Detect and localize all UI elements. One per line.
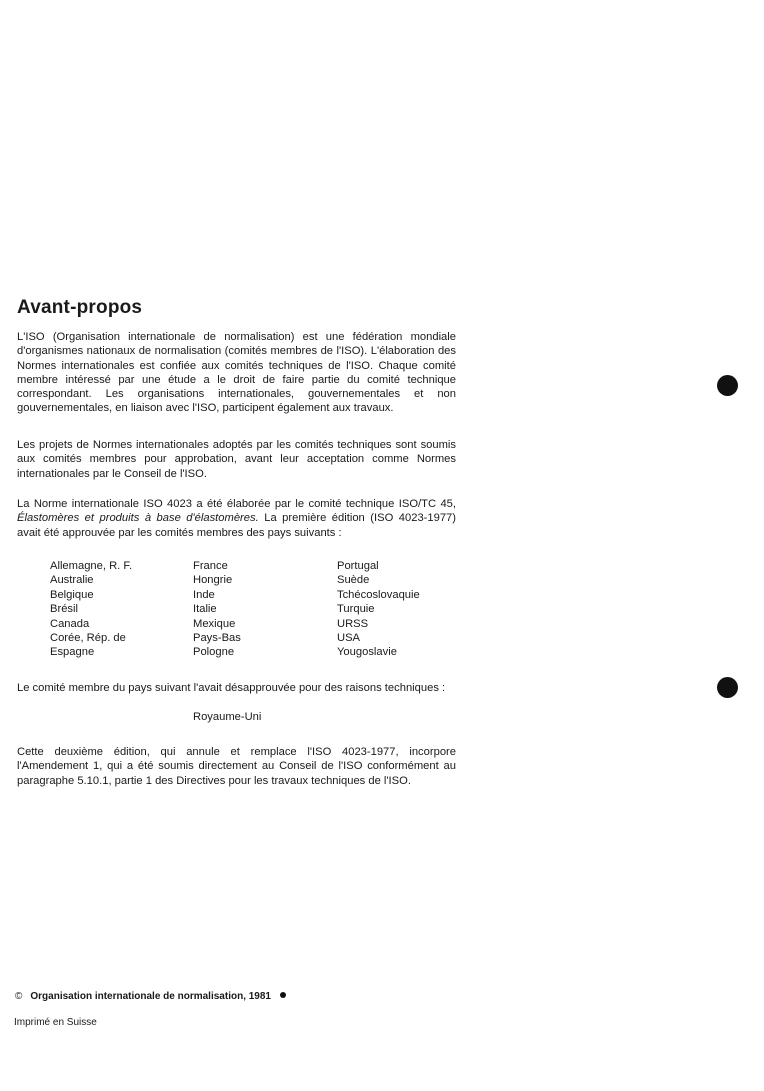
paragraph-draft-approval: Les projets de Normes internationales adoptés par les comités techniques sont soumis aux comités membres pour approbation, avant leur acceptation comme Normes internationales par le Conseil de l'ISO. bbox=[17, 439, 456, 480]
country-item: Turquie bbox=[337, 603, 375, 616]
paragraph-iso-intro: L'ISO (Organisation internationale de normalisation) est une fédération mondiale d'organismes nationaux de normalisation (comités membres de l'ISO). L'élaboration des Normes internationales est confiée aux comités techniques de l'ISO. Chaque comité membre intéressé par une étude a le droit de faire partie du comité technique correspondant. Les organisations internationales, gouvernementales et non gouvernementales, en liaison avec l'ISO, participent également aux travaux. bbox=[17, 331, 456, 415]
country-item: Australie bbox=[50, 574, 94, 587]
paragraph-disapproval: Le comité membre du pays suivant l'avait désapprouvée pour des raisons techniques : bbox=[17, 682, 446, 694]
printed-in: Imprimé en Suisse bbox=[14, 1017, 97, 1028]
committee-title: Élastomères et produits à base d'élastomères. bbox=[17, 512, 259, 525]
country-item: Yougoslavie bbox=[337, 646, 397, 659]
country-column-1 bbox=[50, 559, 190, 660]
country-item: Suède bbox=[337, 574, 370, 587]
country-item: Pologne bbox=[193, 646, 235, 659]
country-item: Italie bbox=[193, 603, 217, 616]
copyright-line bbox=[15, 991, 286, 1002]
country-item: Portugal bbox=[337, 560, 379, 572]
paragraph-standard-origin bbox=[17, 497, 456, 540]
copyright-symbol: © bbox=[15, 991, 23, 1002]
binding-hole-bottom bbox=[717, 677, 738, 698]
disapproving-country: Royaume-Uni bbox=[193, 711, 262, 723]
country-item: Hongrie bbox=[193, 574, 233, 587]
country-item: URSS bbox=[337, 617, 369, 630]
paragraph-standard-origin-end: La première édition (ISO 4023-1977) avait été approuvée par les comités membres des pays suivants : bbox=[17, 512, 457, 539]
binding-hole-top bbox=[717, 375, 738, 396]
country-item: Pays-Bas bbox=[193, 632, 241, 645]
country-column-3 bbox=[337, 559, 477, 660]
country-item: Corée, Rép. de bbox=[50, 632, 126, 645]
country-item: Canada bbox=[50, 617, 90, 630]
country-item: Inde bbox=[193, 588, 215, 601]
paragraph-second-edition: Cette deuxième édition, qui annule et remplace l'ISO 4023-1977, incorpore l'Amendement 1, qui a été soumis directement au Conseil de l'ISO conformément au paragraphe 5.10.1, partie 1 des Directives pour les travaux techniques de l'ISO. bbox=[17, 746, 456, 787]
country-item: Tchécoslovaquie bbox=[337, 588, 420, 601]
country-item: Mexique bbox=[193, 617, 236, 630]
country-item: France bbox=[193, 560, 228, 572]
country-item: Allemagne, R. F. bbox=[50, 560, 133, 572]
country-item: Brésil bbox=[50, 603, 78, 616]
country-item: Espagne bbox=[50, 646, 95, 659]
country-column-2 bbox=[193, 559, 333, 660]
country-item: Belgique bbox=[50, 588, 94, 601]
country-item: USA bbox=[337, 632, 361, 645]
bullet-dot-icon bbox=[280, 992, 286, 998]
copyright-text: Organisation internationale de normalisation, 1981 bbox=[30, 991, 271, 1002]
page-title: Avant-propos bbox=[17, 297, 143, 318]
paragraph-standard-origin-start: La Norme internationale ISO 4023 a été élaborée par le comité technique ISO/TC 45, bbox=[17, 498, 456, 510]
